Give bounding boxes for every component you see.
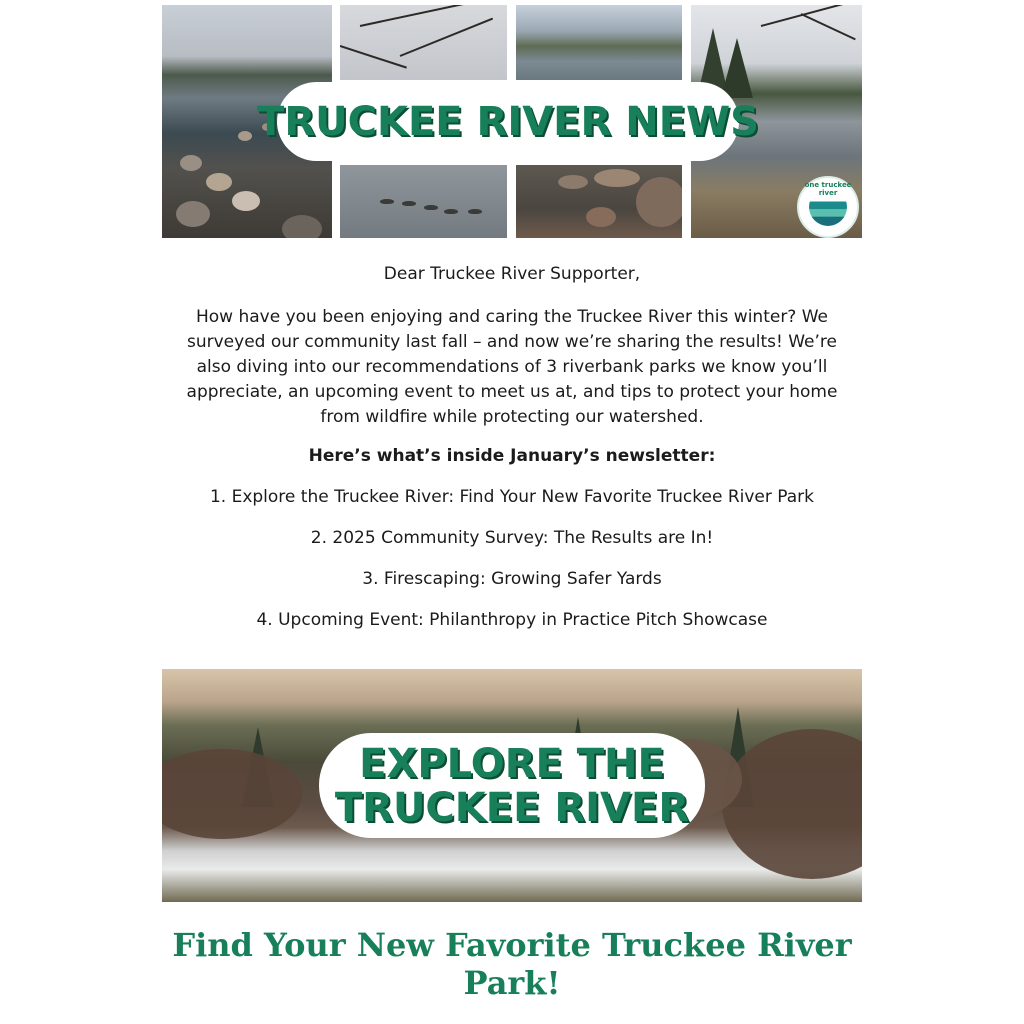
geese-photo: [340, 165, 507, 238]
explore-banner-line2: TRUCKEE RIVER: [334, 784, 690, 831]
contents-item-event: 4. Upcoming Event: Philanthropy in Practice Pitch Showcase: [256, 610, 768, 630]
river-photo-3: [516, 5, 682, 80]
newsletter-title-banner: [257, 82, 759, 161]
contents-item-explore: 1. Explore the Truckee River: Find Your New Favorite Truckee River Park: [209, 487, 815, 507]
contents-item-firescaping: 3. Firescaping: Growing Safer Yards: [362, 569, 662, 589]
river-rocks-photo: [516, 165, 682, 238]
contents-item-survey: 2. 2025 Community Survey: The Results are In!: [310, 528, 714, 548]
newsletter-title: TRUCKEE RIVER NEWS: [257, 98, 759, 145]
section-heading: Find Your New Favorite Truckee River Park!: [172, 926, 852, 1002]
explore-banner-line1: EXPLORE THE: [359, 740, 665, 787]
logo-text: one truckee river: [804, 181, 852, 197]
contents-heading: Here’s what’s inside January’s newsletter:: [308, 446, 716, 466]
greeting: Dear Truckee River Supporter,: [383, 264, 641, 284]
river-photo-2: [340, 5, 507, 80]
one-truckee-river-logo: [797, 176, 859, 238]
explore-banner: [319, 733, 705, 838]
intro-paragraph: How have you been enjoying and caring the Truckee River this winter? We surveyed our community last fall – and now we’re sharing the results! We’re also diving into our recommendations of 3 riverbank parks we know you’ll appreciate, an upcoming event to meet us at, and tips to protect your home from wildfire while protecting our watershed.: [186, 307, 838, 427]
